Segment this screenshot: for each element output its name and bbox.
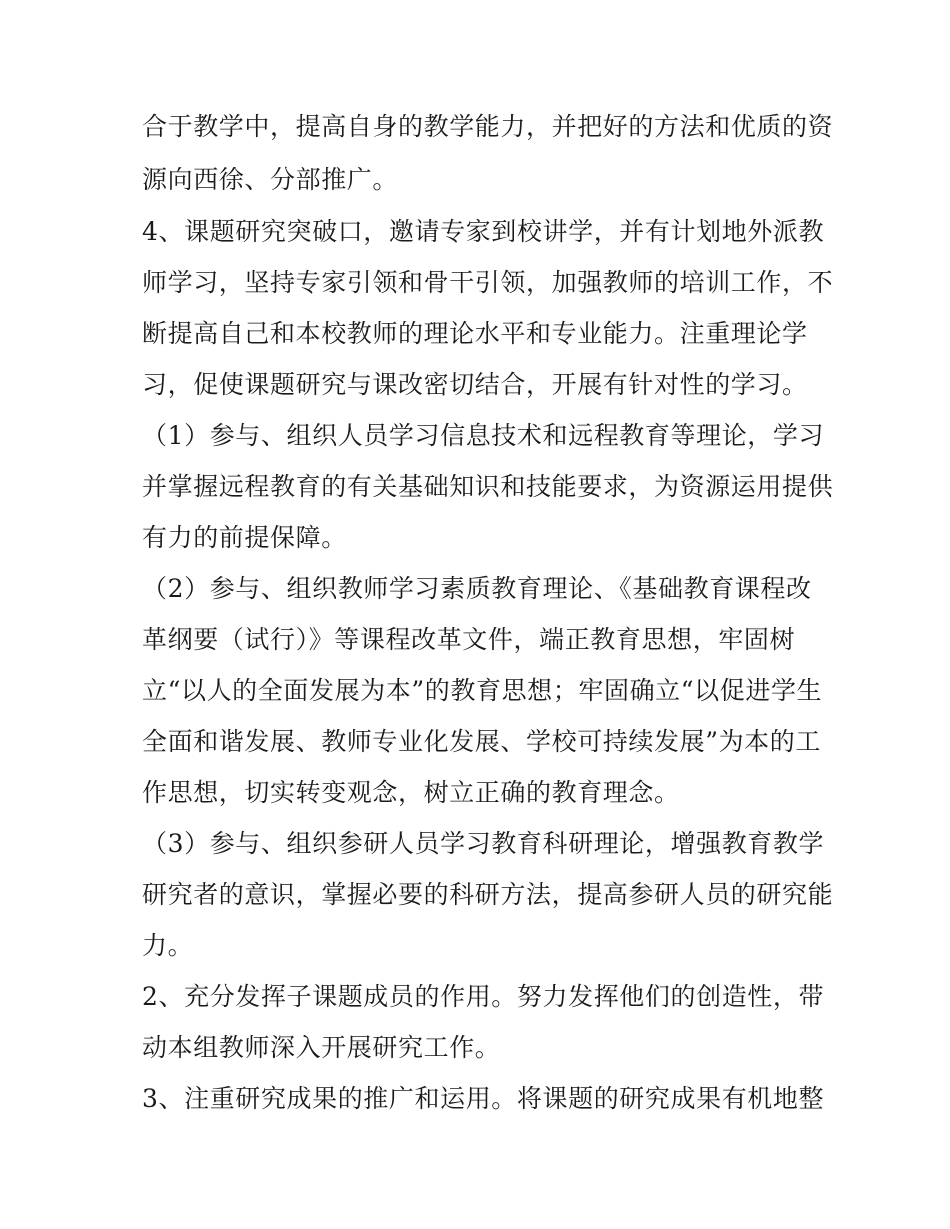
text-line-5: 断提高自己和本校教师的理论水平和专业能力。注重理论学 xyxy=(142,319,808,348)
text-line-12: 立“以人的全面发展为本”的教育思想；牢固确立“以促进学生 xyxy=(142,676,823,705)
text-line-6: 习，促使课题研究与课改密切结合，开展有针对性的学习。 xyxy=(142,370,808,399)
text-line-2: 源向西徐、分部推广。 xyxy=(142,165,399,194)
text-line-7: （1）参与、组织人员学习信息技术和远程教育等理论，学习 xyxy=(142,421,825,450)
text-line-13: 全面和谐发展、教师专业化发展、学校可持续发展”为本的工 xyxy=(142,727,821,756)
text-line-15: （3）参与、组织参研人员学习教育科研理论，增强教育教学 xyxy=(142,829,825,858)
text-line-8: 并掌握远程教育的有关基础知识和技能要求，为资源运用提供 xyxy=(142,472,834,501)
text-line-19: 动本组教师深入开展研究工作。 xyxy=(142,1033,501,1062)
text-line-3: 4、课题研究突破口，邀请专家到校讲学，并有计划地外派教 xyxy=(142,217,825,246)
text-line-9: 有力的前提保障。 xyxy=(142,523,347,552)
text-line-4: 师学习，坚持专家引领和骨干引领，加强教师的培训工作，不 xyxy=(142,268,834,297)
text-line-14: 作思想，切实转变观念，树立正确的教育理念。 xyxy=(142,778,680,807)
text-line-11: 革纲要（试行）》等课程改革文件，端正教育思想，牢固树 xyxy=(142,625,796,654)
text-line-1: 合于教学中，提高自身的教学能力，并把好的方法和优质的资 xyxy=(142,112,834,141)
text-line-18: 2、充分发挥子课题成员的作用。努力发挥他们的创造性，带 xyxy=(142,982,825,1011)
text-line-20: 3、注重研究成果的推广和运用。将课题的研究成果有机地整 xyxy=(142,1084,825,1113)
text-line-10: （2）参与、组织教师学习素质教育理论、《基础教育课程改 xyxy=(142,574,812,603)
text-line-17: 力。 xyxy=(142,931,194,960)
text-line-16: 研究者的意识，掌握必要的科研方法，提高参研人员的研究能 xyxy=(142,880,834,909)
